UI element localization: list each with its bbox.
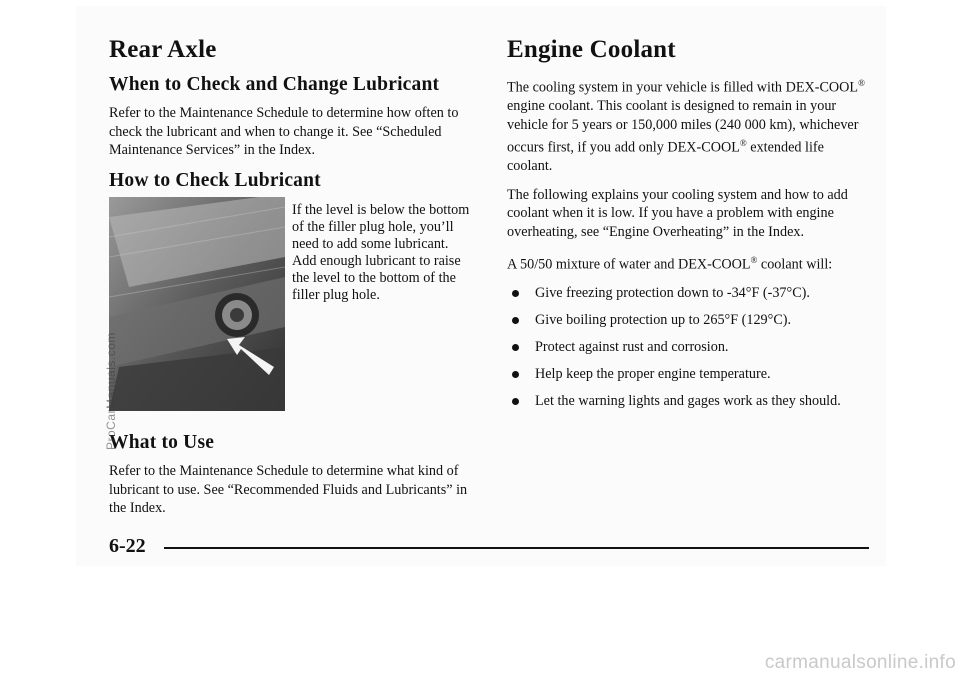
- bullet-icon: [512, 344, 519, 351]
- side-watermark: ProCarManuals.com: [104, 332, 118, 450]
- footer-rule: [164, 547, 869, 549]
- coolant-intro-part-3: extended life coolant.: [507, 139, 824, 175]
- rear-axle-title: Rear Axle: [109, 36, 217, 63]
- bullet-icon: [512, 317, 519, 324]
- list-item-text: Protect against rust and corrosion.: [535, 338, 729, 355]
- bullet-icon: [512, 290, 519, 297]
- list-item: [507, 366, 867, 383]
- filler-plug-illustration: [109, 197, 285, 411]
- bullet-icon: [512, 398, 519, 405]
- registered-mark: ®: [750, 255, 758, 266]
- mixture-intro-text: [507, 251, 867, 274]
- bottom-watermark: carmanualsonline.info: [764, 652, 956, 673]
- list-item: [507, 285, 867, 302]
- list-item: [507, 393, 867, 410]
- what-to-use-text: Refer to the Maintenance Schedule to determine what kind of lubricant to use. See “Recommended Fluids and Lubricants” in the Index.: [109, 463, 468, 516]
- engine-coolant-title: Engine Coolant: [507, 36, 676, 63]
- registered-mark: ®: [739, 138, 747, 149]
- page-footer: [109, 535, 869, 557]
- coolant-intro-text: [507, 74, 867, 176]
- what-to-use-heading: What to Use: [109, 432, 215, 453]
- left-column: [109, 36, 474, 200]
- coolant-benefits-list: [507, 285, 867, 410]
- coolant-intro-part-1: The cooling system in your vehicle is filled with DEX-COOL: [507, 79, 859, 96]
- list-item-text: Give freezing protection down to -34°F (-37°C).: [535, 284, 810, 301]
- list-item: [507, 312, 867, 329]
- coolant-intro-part-2: engine coolant. This coolant is designed to remain in your vehicle for 5 years or 150,000 miles (240 000 km), whichever occurs first, if you add only DEX-COOL: [507, 98, 859, 156]
- bullet-icon: [512, 371, 519, 378]
- coolant-explain-text: The following explains your cooling system and how to add coolant when it is low. If you have a problem with engine overheating, see “Engine Overheating” in the Index.: [507, 186, 848, 240]
- right-column: [507, 36, 867, 420]
- when-to-check-text: Refer to the Maintenance Schedule to determine how often to check the lubricant and when to change it. See “Scheduled Maintenance Services” in the Index.: [109, 105, 459, 158]
- filler-plug-photo: [109, 197, 285, 411]
- list-item-text: Help keep the proper engine temperature.: [535, 365, 771, 382]
- list-item: [507, 339, 867, 356]
- how-to-check-text: If the level is below the bottom of the filler plug hole, you’ll need to add some lubricant. Add enough lubricant to raise the level to the bottom of the filler plug hole.: [292, 202, 470, 303]
- how-to-check-heading: How to Check Lubricant: [109, 169, 321, 191]
- list-item-text: Give boiling protection up to 265°F (129°C).: [535, 311, 792, 328]
- what-to-use-section: [109, 432, 479, 528]
- mixture-intro-part-2: coolant will:: [757, 257, 833, 274]
- when-to-check-heading: When to Check and Change Lubricant: [109, 74, 440, 95]
- mixture-intro-part-1: A 50/50 mixture of water and DEX-COOL: [507, 257, 751, 274]
- list-item-text: Let the warning lights and gages work as they should.: [535, 392, 841, 409]
- page-number: 6-22: [109, 535, 146, 557]
- registered-mark: ®: [858, 78, 865, 88]
